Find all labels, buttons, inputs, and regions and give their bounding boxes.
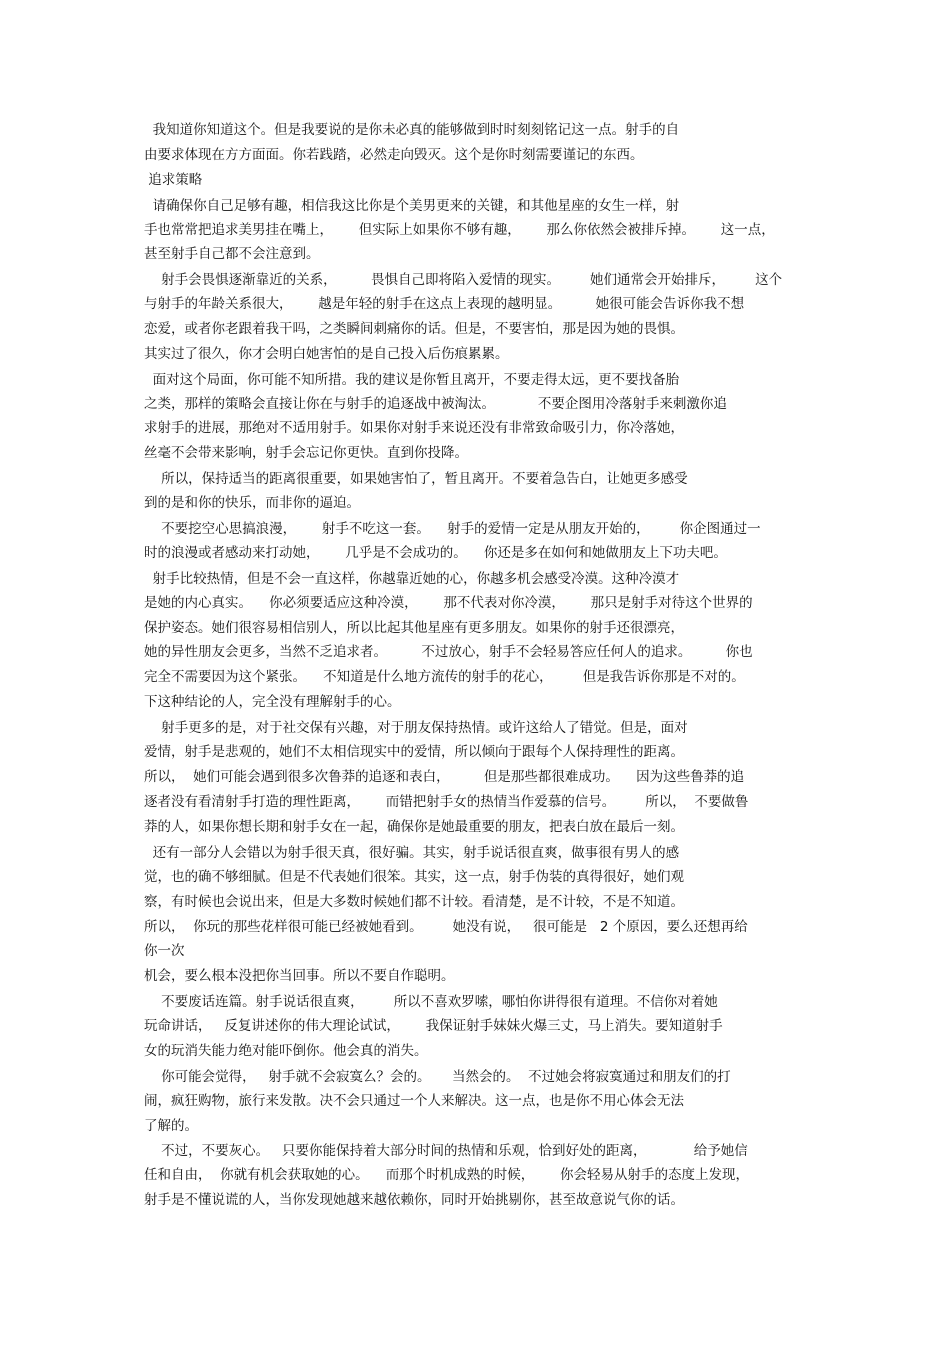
text-line: 女的玩消失能力绝对能吓倒你。他会真的消失。 — [144, 1043, 428, 1059]
text-line: 到的是和你的快乐，而非你的逼迫。 — [144, 495, 360, 511]
text-line: 其实过了很久，你才会明白她害怕的是自己投入后伤痕累累。 — [144, 346, 509, 362]
text-line: 面对这个局面，你可能不知所措。我的建议是你暂且离开，不要走得太远，更不要找备胎 — [144, 372, 680, 388]
text-line: 觉，也的确不够细腻。但是不代表她们很笨。其实，这一点，射手伪装的真得很好，她们观 — [144, 869, 684, 885]
text-line: 了解的。 — [144, 1118, 198, 1134]
text-line: 不过，不要灰心。 只要你能保持着大部分时间的热情和乐观，恰到好处的距离， 给予她信 — [144, 1143, 748, 1159]
text-line: 你一次 — [144, 943, 185, 959]
text-line: 所以， 你玩的那些花样很可能已经被她看到。 她没有说， 很可能是 2 个原因，要么还想再给 — [144, 919, 748, 935]
text-line: 时的浪漫或者感动来打动她， 几乎是不会成功的。 你还是多在如何和她做朋友上下功夫吧。 — [144, 545, 727, 561]
text-line: 所以，保持适当的距离很重要，如果她害怕了，暂且离开。不要着急告白，让她更多感受 — [144, 471, 688, 487]
text-line: 玩命讲话， 反复讲述你的伟大理论试试， 我保证射手妹妹火爆三丈，马上消失。要知道射手 — [144, 1018, 723, 1034]
text-line: 你可能会觉得， 射手就不会寂寞么？会的。 当然会的。 不过她会将寂寞通过和朋友们的打 — [144, 1069, 731, 1085]
text-line: 由要求体现在方方面面。你若践踏，必然走向毁灭。这个是你时刻需要谨记的东西。 — [144, 147, 644, 163]
text-line: 莽的人，如果你想长期和射手女在一起，确保你是她最重要的朋友，把表白放在最后一刻。 — [144, 819, 684, 835]
text-line: 机会，要么根本没把你当回事。所以不要自作聪明。 — [144, 968, 455, 984]
text-line: 逐者没有看清射手打造的理性距离， 而错把射手女的热情当作爱慕的信号。 所以， 不要做鲁 — [144, 794, 749, 810]
text-line: 闹，疯狂购物，旅行来发散。决不会只通过一个人来解决。这一点，也是你不用心体会无法 — [144, 1093, 684, 1109]
text-line: 所以， 她们可能会遇到很多次鲁莽的追逐和表白， 但是那些都很难成功。 因为这些鲁莽的追 — [144, 769, 745, 785]
text-line: 下这种结论的人，完全没有理解射手的心。 — [144, 694, 401, 710]
text-line: 射手更多的是，对于社交保有兴趣，对于朋友保持热情。或许这给人了错觉。但是，面对 — [144, 720, 688, 736]
text-line: 保护姿态。她们很容易相信别人，所以比起其他星座有更多朋友。如果你的射手还很漂亮， — [144, 620, 684, 636]
text-line: 甚至射手自己都不会注意到。 — [144, 246, 320, 262]
section-heading: 追求策略 — [144, 172, 203, 188]
text-line: 任和自由， 你就有机会获取她的心。 而那个时机成熟的时候， 你会轻易从射手的态度上发现， — [144, 1167, 749, 1183]
text-line: 请确保你自己足够有趣，相信我这比你是个美男更来的关键，和其他星座的女生一样，射 — [144, 198, 680, 214]
text-line: 丝毫不会带来影响，射手会忘记你更快。直到你投降。 — [144, 445, 468, 461]
text-line: 爱情，射手是悲观的，她们不太相信现实中的爱情，所以倾向于跟每个人保持理性的距离。 — [144, 744, 684, 760]
text-line: 求射手的进展，那绝对不适用射手。如果你对射手来说还没有非常致命吸引力，你冷落她， — [144, 420, 684, 436]
text-line: 察，有时候也会说出来，但是大多数时候她们都不计较。看清楚，是不计较，不是不知道。 — [144, 894, 684, 910]
text-line: 不要废话连篇。射手说话很直爽， 所以不喜欢罗嗦，哪怕你讲得很有道理。不信你对着她 — [144, 994, 718, 1010]
text-line: 射手比较热情，但是不会一直这样，你越靠近她的心，你越多机会感受冷漠。这种冷漠才 — [144, 571, 680, 587]
text-line: 是她的内心真实。 你必须要适应这种冷漠， 那不代表对你冷漠， 那只是射手对待这个世界的 — [144, 595, 753, 611]
text-line: 射手是不懂说谎的人，当你发现她越来越依赖你，同时开始挑剔你，甚至故意说气你的话。 — [144, 1192, 684, 1208]
text-line: 手也常常把追求美男挂在嘴上， 但实际上如果你不够有趣， 那么你依然会被排斥掉。 这一点， — [144, 222, 775, 238]
text-line: 不要挖空心思搞浪漫， 射手不吃这一套。 射手的爱情一定是从朋友开始的， 你企图通过一 — [144, 521, 761, 537]
text-line: 射手会畏惧逐渐靠近的关系， 畏惧自己即将陷入爱情的现实。 她们通常会开始排斥， 这个 — [144, 272, 783, 288]
text-line: 恋爱，或者你老跟着我干吗，之类瞬间刺痛你的话。但是，不要害怕，那是因为她的畏惧。 — [144, 321, 684, 337]
text-line: 她的异性朋友会更多，当然不乏追求者。 不过放心，射手不会轻易答应任何人的追求。 你也 — [144, 644, 753, 660]
text-line: 之类，那样的策略会直接让你在与射手的追逐战中被淘汰。 不要企图用冷落射手来刺激你追 — [144, 396, 727, 412]
text-line: 完全不需要因为这个紧张。 不知道是什么地方流传的射手的花心， 但是我告诉你那是不对的。 — [144, 669, 745, 685]
text-line: 与射手的年龄关系很大， 越是年轻的射手在这点上表现的越明显。 她很可能会告诉你我不想 — [144, 296, 745, 312]
text-line: 还有一部分人会错以为射手很天真，很好骗。其实，射手说话很直爽，做事很有男人的感 — [144, 845, 680, 861]
text-line: 我知道你知道这个。但是我要说的是你未必真的能够做到时时刻刻铭记这一点。射手的自 — [144, 122, 680, 138]
